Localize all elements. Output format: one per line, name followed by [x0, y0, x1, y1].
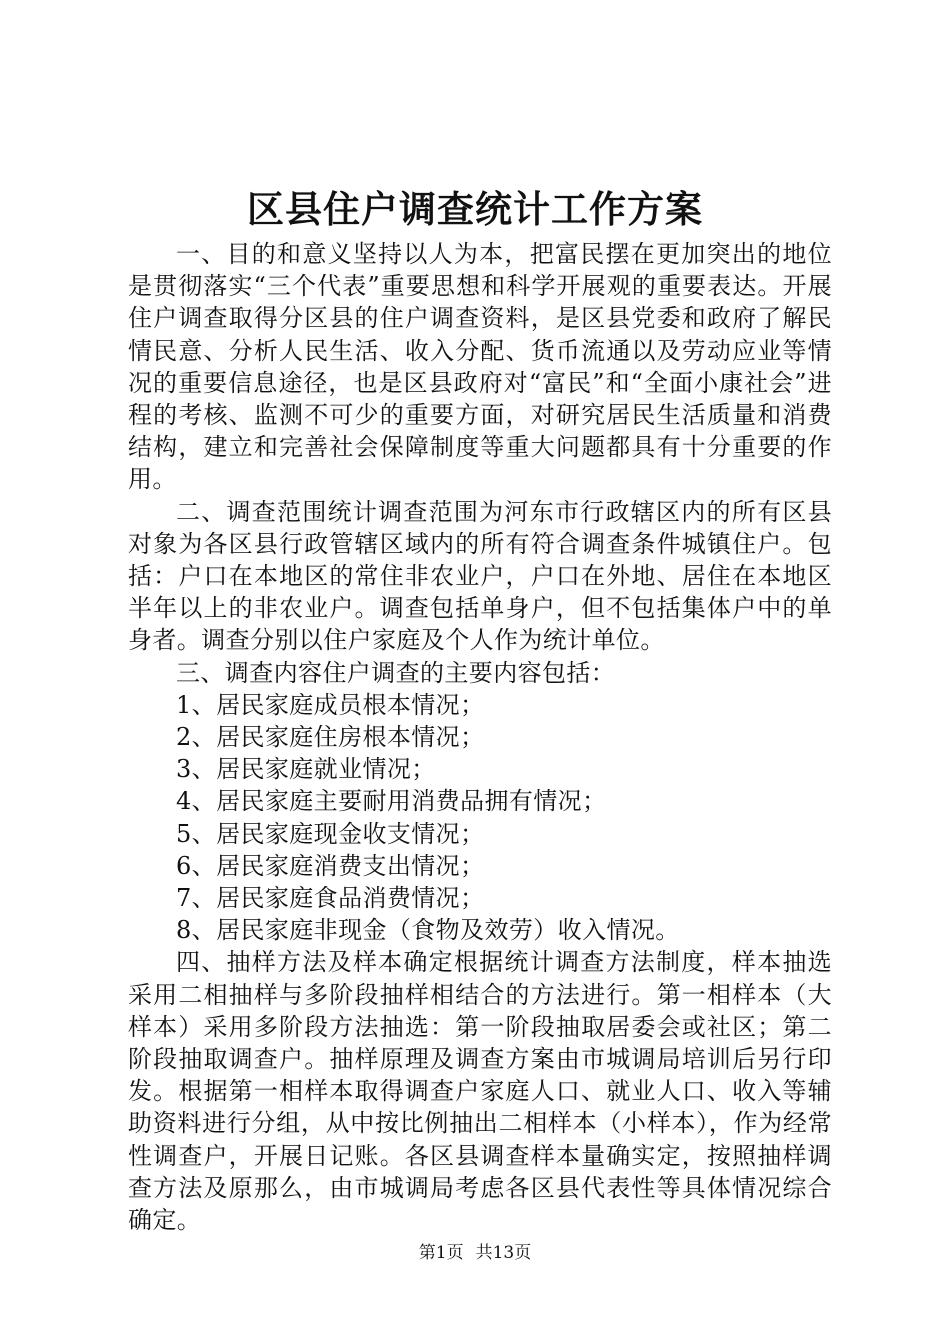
paragraph-purpose: 一、目的和意义坚持以人为本，把富民摆在更加突出的地位是贯彻落实“三个代表”重要思想和科学开展观的重要表达。开展住户调查取得分区县的住户调查资料，是区县党委和政府了解民情民意、分析人民生活、收入分配、货币流通以及劳动应业等情况的重要信息途径，也是区县政府对“富民”和“全面小康社会”进程的考核、监测不可少的重要方面，对研究居民生活质量和消费结构，建立和完善社会保障制度等重大问题都具有十分重要的作用。	[128, 240, 832, 494]
list-item: 8、居民家庭非现金（食物及效劳）收入情况。	[176, 916, 680, 945]
document-body	[128, 238, 832, 1236]
page-number: 第1页	[418, 1243, 464, 1263]
page-total: 共13页	[475, 1243, 532, 1263]
list-item: 2、居民家庭住房根本情况；	[176, 723, 485, 752]
paragraph-scope: 二、调查范围统计调查范围为河东市行政辖区内的所有区县对象为各区县行政管辖区域内的所有符合调查条件城镇住户。包括：户口在本地区的常住非农业户，户口在外地、居住在本地区半年以上的非农业户。调查包括单身户，但不包括集体户中的单身者。调查分别以住户家庭及个人作为统计单位。	[128, 497, 832, 655]
list-item: 6、居民家庭消费支出情况；	[176, 851, 485, 880]
page-footer	[0, 1241, 950, 1265]
list-item: 7、居民家庭食品消费情况；	[176, 884, 485, 913]
list-item: 1、居民家庭成员根本情况；	[176, 690, 485, 719]
paragraph-sampling: 四、抽样方法及样本确定根据统计调查方法制度，样本抽选采用二相抽样与多阶段抽样相结合的方法进行。第一相样本（大样本）采用多阶段方法抽选：第一阶段抽取居委会或社区；第二阶段抽取调查户。抽样原理及调查方案由市城调局培训后另行印发。根据第一相样本取得调查户家庭人口、就业人口、收入等辅助资料进行分组，从中按比例抽出二相样本（小样本），作为经常性调查户，开展日记账。各区县调查样本量确实定，按照抽样调查方法及原那么，由市城调局考虑各区县代表性等具体情况综合确定。	[128, 948, 832, 1235]
document-title: 区县住户调查统计工作方案	[247, 187, 703, 231]
paragraph-content-intro: 三、调查内容住户调查的主要内容包括：	[176, 658, 616, 687]
list-item: 4、居民家庭主要耐用消费品拥有情况；	[176, 787, 607, 816]
list-item: 5、居民家庭现金收支情况；	[176, 819, 485, 848]
list-item: 3、居民家庭就业情况；	[176, 755, 436, 784]
